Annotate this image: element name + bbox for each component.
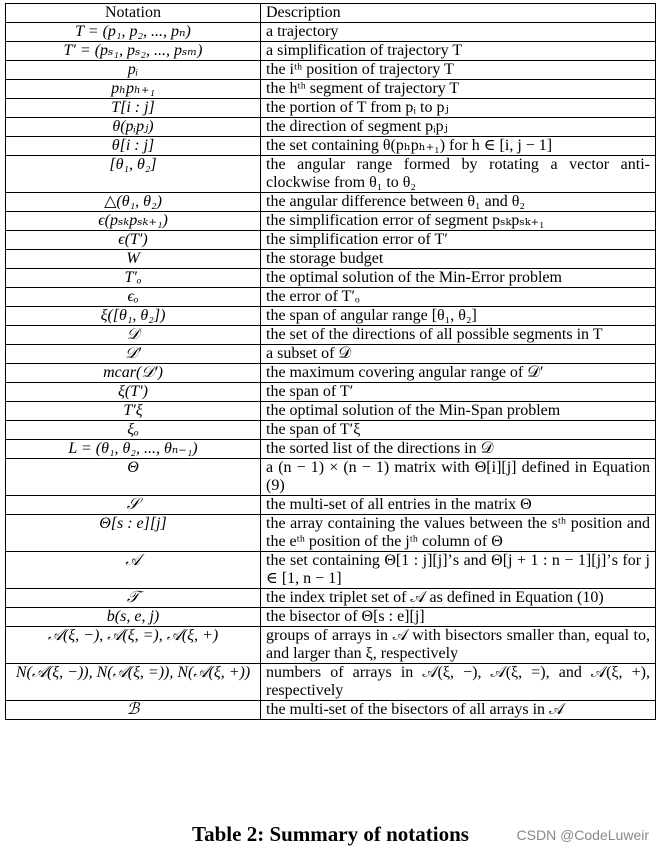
notation-cell: 𝒮 (6, 496, 261, 515)
table-row (6, 80, 656, 99)
table-row (6, 589, 656, 608)
header-description: Description (261, 4, 656, 23)
notation-cell: mcar(𝒟′) (6, 364, 261, 383)
notation-cell: θ[i : j] (6, 137, 261, 156)
table-row (6, 61, 656, 80)
description-cell: the span of T′ξ (261, 421, 656, 440)
description-cell: the maximum covering angular range of 𝒟′ (261, 364, 656, 383)
table-row (6, 288, 656, 307)
description-cell: the iᵗʰ position of trajectory T (261, 61, 656, 80)
notation-cell: T′ = (pₛ₁, pₛ₂, ..., pₛₘ) (6, 42, 261, 61)
notation-cell: △(θ₁, θ₂) (6, 193, 261, 212)
description-cell: numbers of arrays in 𝒜(ξ, −), 𝒜(ξ, =), and 𝒜(ξ, +), respectively (261, 664, 656, 701)
description-cell: the direction of segment pᵢpⱼ (261, 118, 656, 137)
notation-cell: T′ξ (6, 402, 261, 421)
description-cell: the set containing θ(pₕpₕ₊₁) for h ∈ [i, j − 1] (261, 137, 656, 156)
table-row (6, 345, 656, 364)
notation-cell: pₕpₕ₊₁ (6, 80, 261, 99)
table-row (6, 608, 656, 627)
description-cell: the index triplet set of 𝒜 as defined in Equation (10) (261, 589, 656, 608)
table-row (6, 307, 656, 326)
table-row (6, 269, 656, 288)
table-row (6, 250, 656, 269)
notation-cell: [θ₁, θ₂] (6, 156, 261, 193)
description-cell: the set containing Θ[1 : j][j]’s and Θ[j + 1 : n − 1][j]’s for j ∈ [1, n − 1] (261, 552, 656, 589)
table-row (6, 99, 656, 118)
description-cell: the hᵗʰ segment of trajectory T (261, 80, 656, 99)
description-cell: groups of arrays in 𝒜 with bisectors smaller than, equal to, and larger than ξ, respectively (261, 627, 656, 664)
table-row (6, 627, 656, 664)
notation-cell: 𝒜(ξ, −), 𝒜(ξ, =), 𝒜(ξ, +) (6, 627, 261, 664)
description-cell: the span of angular range [θ₁, θ₂] (261, 307, 656, 326)
description-cell: the optimal solution of the Min-Span problem (261, 402, 656, 421)
notation-cell: 𝒟′ (6, 345, 261, 364)
notation-cell: T′ₒ (6, 269, 261, 288)
notation-cell: b(s, e, j) (6, 608, 261, 627)
description-cell: the set of the directions of all possible segments in T (261, 326, 656, 345)
description-cell: the multi-set of the bisectors of all arrays in 𝒜 (261, 701, 656, 720)
table-row (6, 212, 656, 231)
description-cell: a trajectory (261, 23, 656, 42)
table-row (6, 440, 656, 459)
description-cell: the sorted list of the directions in 𝒟 (261, 440, 656, 459)
header-notation: Notation (6, 4, 261, 23)
description-cell: the storage budget (261, 250, 656, 269)
table-row (6, 156, 656, 193)
description-cell: the angular range formed by rotating a vector anti-clockwise from θ₁ to θ₂ (261, 156, 656, 193)
notation-cell: ξ([θ₁, θ₂]) (6, 307, 261, 326)
notation-cell: Θ[s : e][j] (6, 515, 261, 552)
description-cell: the span of T′ (261, 383, 656, 402)
notation-cell: ℬ (6, 701, 261, 720)
table-row (6, 402, 656, 421)
description-cell: a subset of 𝒟 (261, 345, 656, 364)
table-row (6, 515, 656, 552)
description-cell: the multi-set of all entries in the matrix Θ (261, 496, 656, 515)
table-row (6, 118, 656, 137)
description-cell: the optimal solution of the Min-Error problem (261, 269, 656, 288)
notation-cell: θ(pᵢpⱼ) (6, 118, 261, 137)
notation-cell: pᵢ (6, 61, 261, 80)
notation-cell: ξ(T′) (6, 383, 261, 402)
table-row (6, 137, 656, 156)
notation-cell: T[i : j] (6, 99, 261, 118)
table-caption: Table 2: Summary of notations (192, 822, 469, 846)
description-cell: the simplification error of segment pₛₖpₛₖ₊₁ (261, 212, 656, 231)
description-cell: the bisector of Θ[s : e][j] (261, 608, 656, 627)
table-row (6, 459, 656, 496)
watermark: CSDN @CodeLuweir (516, 827, 649, 843)
table-row (6, 383, 656, 402)
table-row (6, 364, 656, 383)
notation-cell: Θ (6, 459, 261, 496)
notation-cell: ϵ(T′) (6, 231, 261, 250)
notation-table (5, 3, 656, 720)
description-cell: a simplification of trajectory T (261, 42, 656, 61)
notation-cell: ϵ(pₛₖpₛₖ₊₁) (6, 212, 261, 231)
notation-cell: N(𝒜(ξ, −)), N(𝒜(ξ, =)), N(𝒜(ξ, +)) (6, 664, 261, 701)
description-cell: the error of T′ₒ (261, 288, 656, 307)
notation-cell: T = (p₁, p₂, ..., pₙ) (6, 23, 261, 42)
table-row (6, 496, 656, 515)
table-row (6, 326, 656, 345)
description-cell: the angular difference between θ₁ and θ₂ (261, 193, 656, 212)
table-header-row (6, 4, 656, 23)
description-cell: a (n − 1) × (n − 1) matrix with Θ[i][j] defined in Equation (9) (261, 459, 656, 496)
notation-cell: 𝒯 (6, 589, 261, 608)
description-cell: the portion of T from pᵢ to pⱼ (261, 99, 656, 118)
table-row (6, 23, 656, 42)
notation-cell: ξₒ (6, 421, 261, 440)
notation-cell: L = (θ₁, θ₂, ..., θₙ₋₁) (6, 440, 261, 459)
table-row (6, 552, 656, 589)
notation-cell: ϵₒ (6, 288, 261, 307)
table-row (6, 231, 656, 250)
description-cell: the simplification error of T′ (261, 231, 656, 250)
notation-cell: W (6, 250, 261, 269)
table-row (6, 421, 656, 440)
notation-cell: 𝒜 (6, 552, 261, 589)
table-row (6, 701, 656, 720)
table-row (6, 193, 656, 212)
notation-cell: 𝒟 (6, 326, 261, 345)
table-row (6, 42, 656, 61)
table-row (6, 664, 656, 701)
notation-table-container (5, 3, 655, 720)
description-cell: the array containing the values between the sᵗʰ position and the eᵗʰ position of the jᵗʰ column of Θ (261, 515, 656, 552)
